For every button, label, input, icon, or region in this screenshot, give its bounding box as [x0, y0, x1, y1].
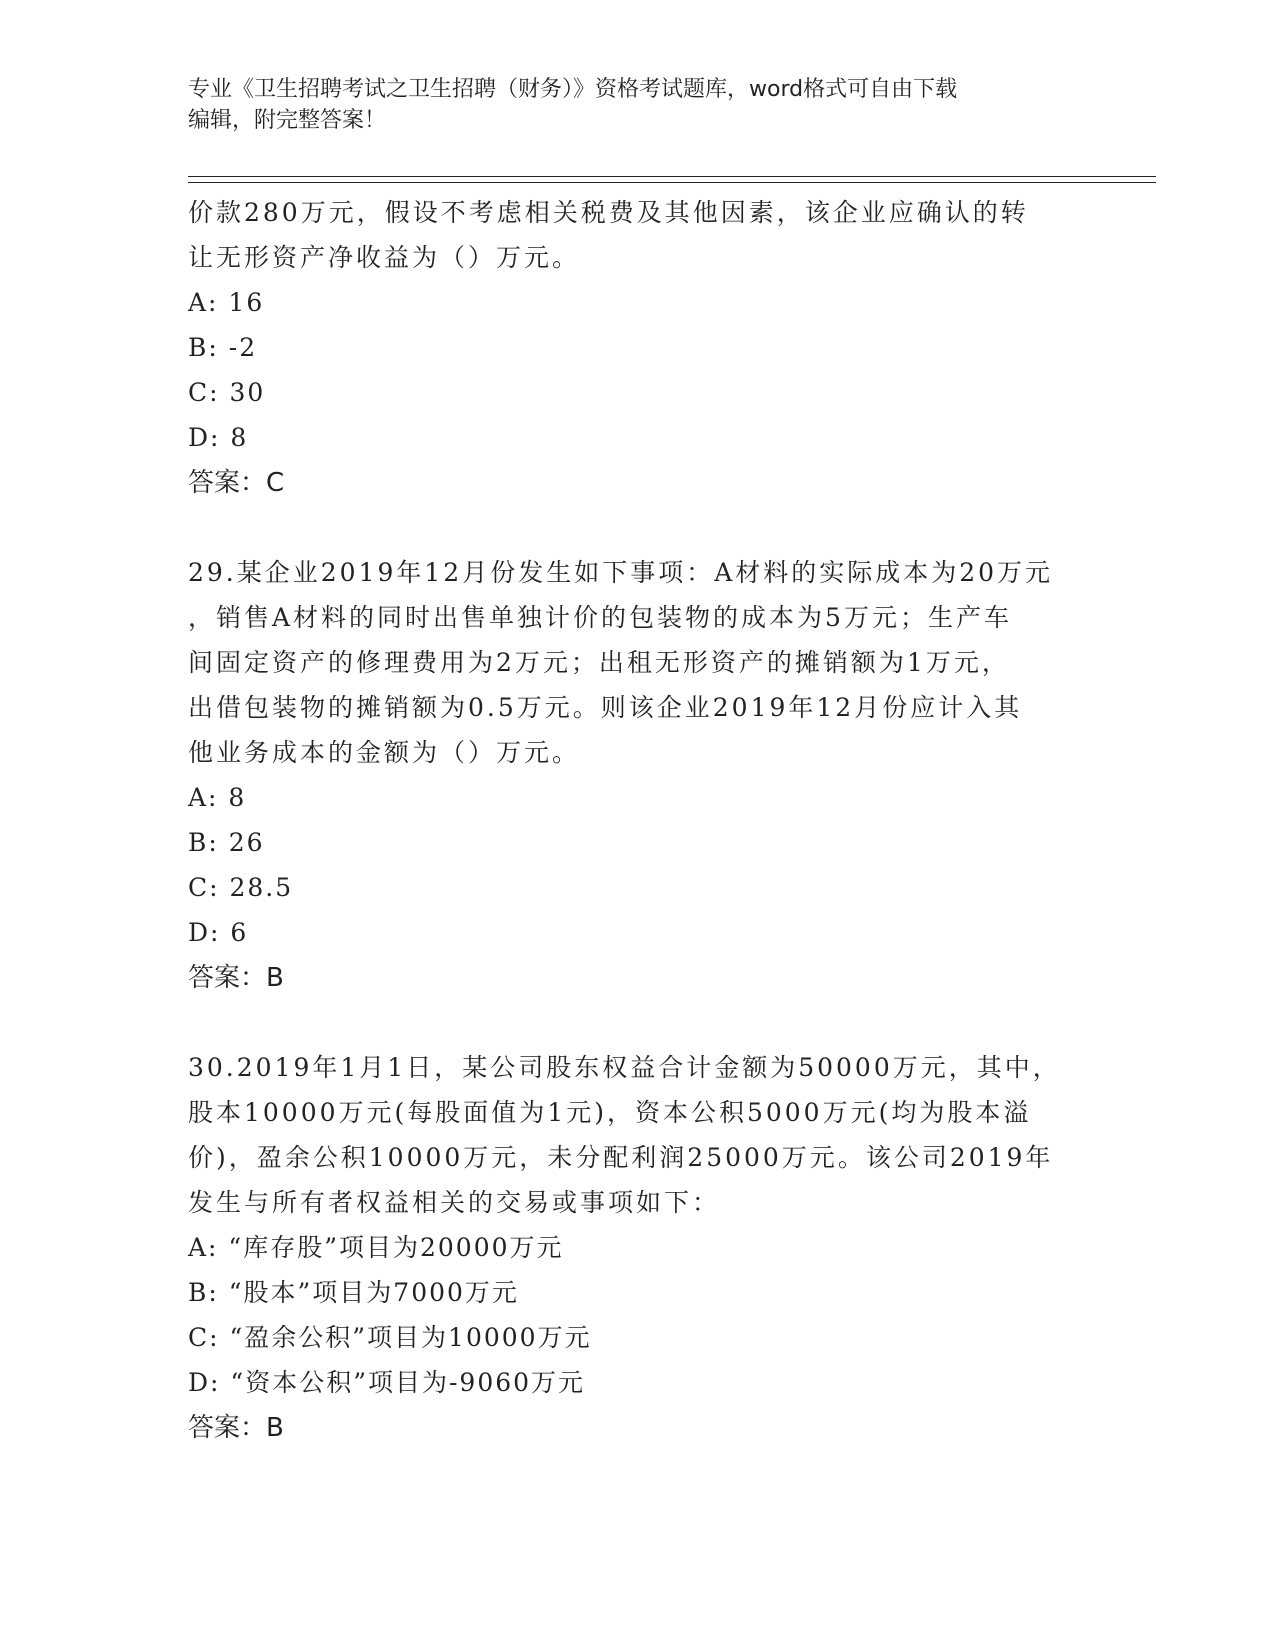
- header-title-line1: 专业《卫生招聘考试之卫生招聘（财务）》资格考试题库，word格式可自由下载: [188, 77, 958, 102]
- question-29-stem-line: 出借包装物的摊销额为0.5万元。则该企业2019年12月份应计入其: [188, 693, 1023, 722]
- document-header: [188, 74, 1068, 136]
- question-28: [188, 190, 1088, 506]
- question-30: [188, 1045, 1088, 1451]
- question-29-answer: 答案：B: [188, 963, 284, 993]
- question-28-option-b: B: -2: [188, 333, 258, 362]
- question-28-stem-line: 让无形资产净收益为（）万元。: [188, 243, 581, 272]
- question-28-answer: 答案：C: [188, 468, 285, 498]
- question-29-option-c: C: 28.5: [188, 873, 294, 902]
- header-divider-top: [188, 176, 1156, 177]
- question-30-option-a: A: “库存股”项目为20000万元: [188, 1233, 564, 1262]
- question-29-option-d: D: 6: [188, 918, 249, 947]
- question-28-option-d: D: 8: [188, 423, 249, 452]
- question-28-option-a: A: 16: [188, 288, 265, 317]
- question-28-stem-line: 价款280万元，假设不考虑相关税费及其他因素，该企业应确认的转: [188, 198, 1029, 227]
- question-30-option-b: B: “股本”项目为7000万元: [188, 1278, 519, 1307]
- header-title-line2: 编辑，附完整答案！: [188, 108, 387, 133]
- question-spacer: [188, 506, 1088, 550]
- question-29-stem-line: 他业务成本的金额为（）万元。: [188, 738, 581, 767]
- question-29-stem: [188, 550, 1088, 775]
- question-28-option-c: C: 30: [188, 378, 266, 407]
- question-30-answer: 答案：B: [188, 1413, 284, 1443]
- question-29-option-a: A: 8: [188, 783, 247, 812]
- question-29-option-b: B: 26: [188, 828, 265, 857]
- question-29: [188, 550, 1088, 1001]
- question-30-stem-line: 30.2019年1月1日，某公司股东权益合计金额为50000万元，其中，: [188, 1053, 1061, 1082]
- question-30-stem-line: 价)，盈余公积10000万元，未分配利润25000万元。该公司2019年: [188, 1143, 1054, 1172]
- question-30-stem-line: 发生与所有者权益相关的交易或事项如下：: [188, 1188, 721, 1217]
- question-29-stem-line: ，销售A材料的同时出售单独计价的包装物的成本为5万元；生产车: [188, 603, 1012, 632]
- question-30-option-c: C: “盈余公积”项目为10000万元: [188, 1323, 592, 1352]
- question-29-stem-line: 间固定资产的修理费用为2万元；出租无形资产的摊销额为1万元，: [188, 648, 1010, 677]
- question-30-stem-line: 股本10000万元(每股面值为1元)，资本公积5000万元(均为股本溢: [188, 1098, 1032, 1127]
- question-29-stem-line: 29.某企业2019年12月份发生如下事项：A材料的实际成本为20万元: [188, 558, 1054, 587]
- question-content: [188, 190, 1088, 1451]
- question-spacer: [188, 1001, 1088, 1045]
- question-30-option-d: D: “资本公积”项目为-9060万元: [188, 1368, 586, 1397]
- header-divider-bottom: [188, 182, 1156, 183]
- question-28-stem: [188, 190, 1088, 280]
- question-30-stem: [188, 1045, 1088, 1225]
